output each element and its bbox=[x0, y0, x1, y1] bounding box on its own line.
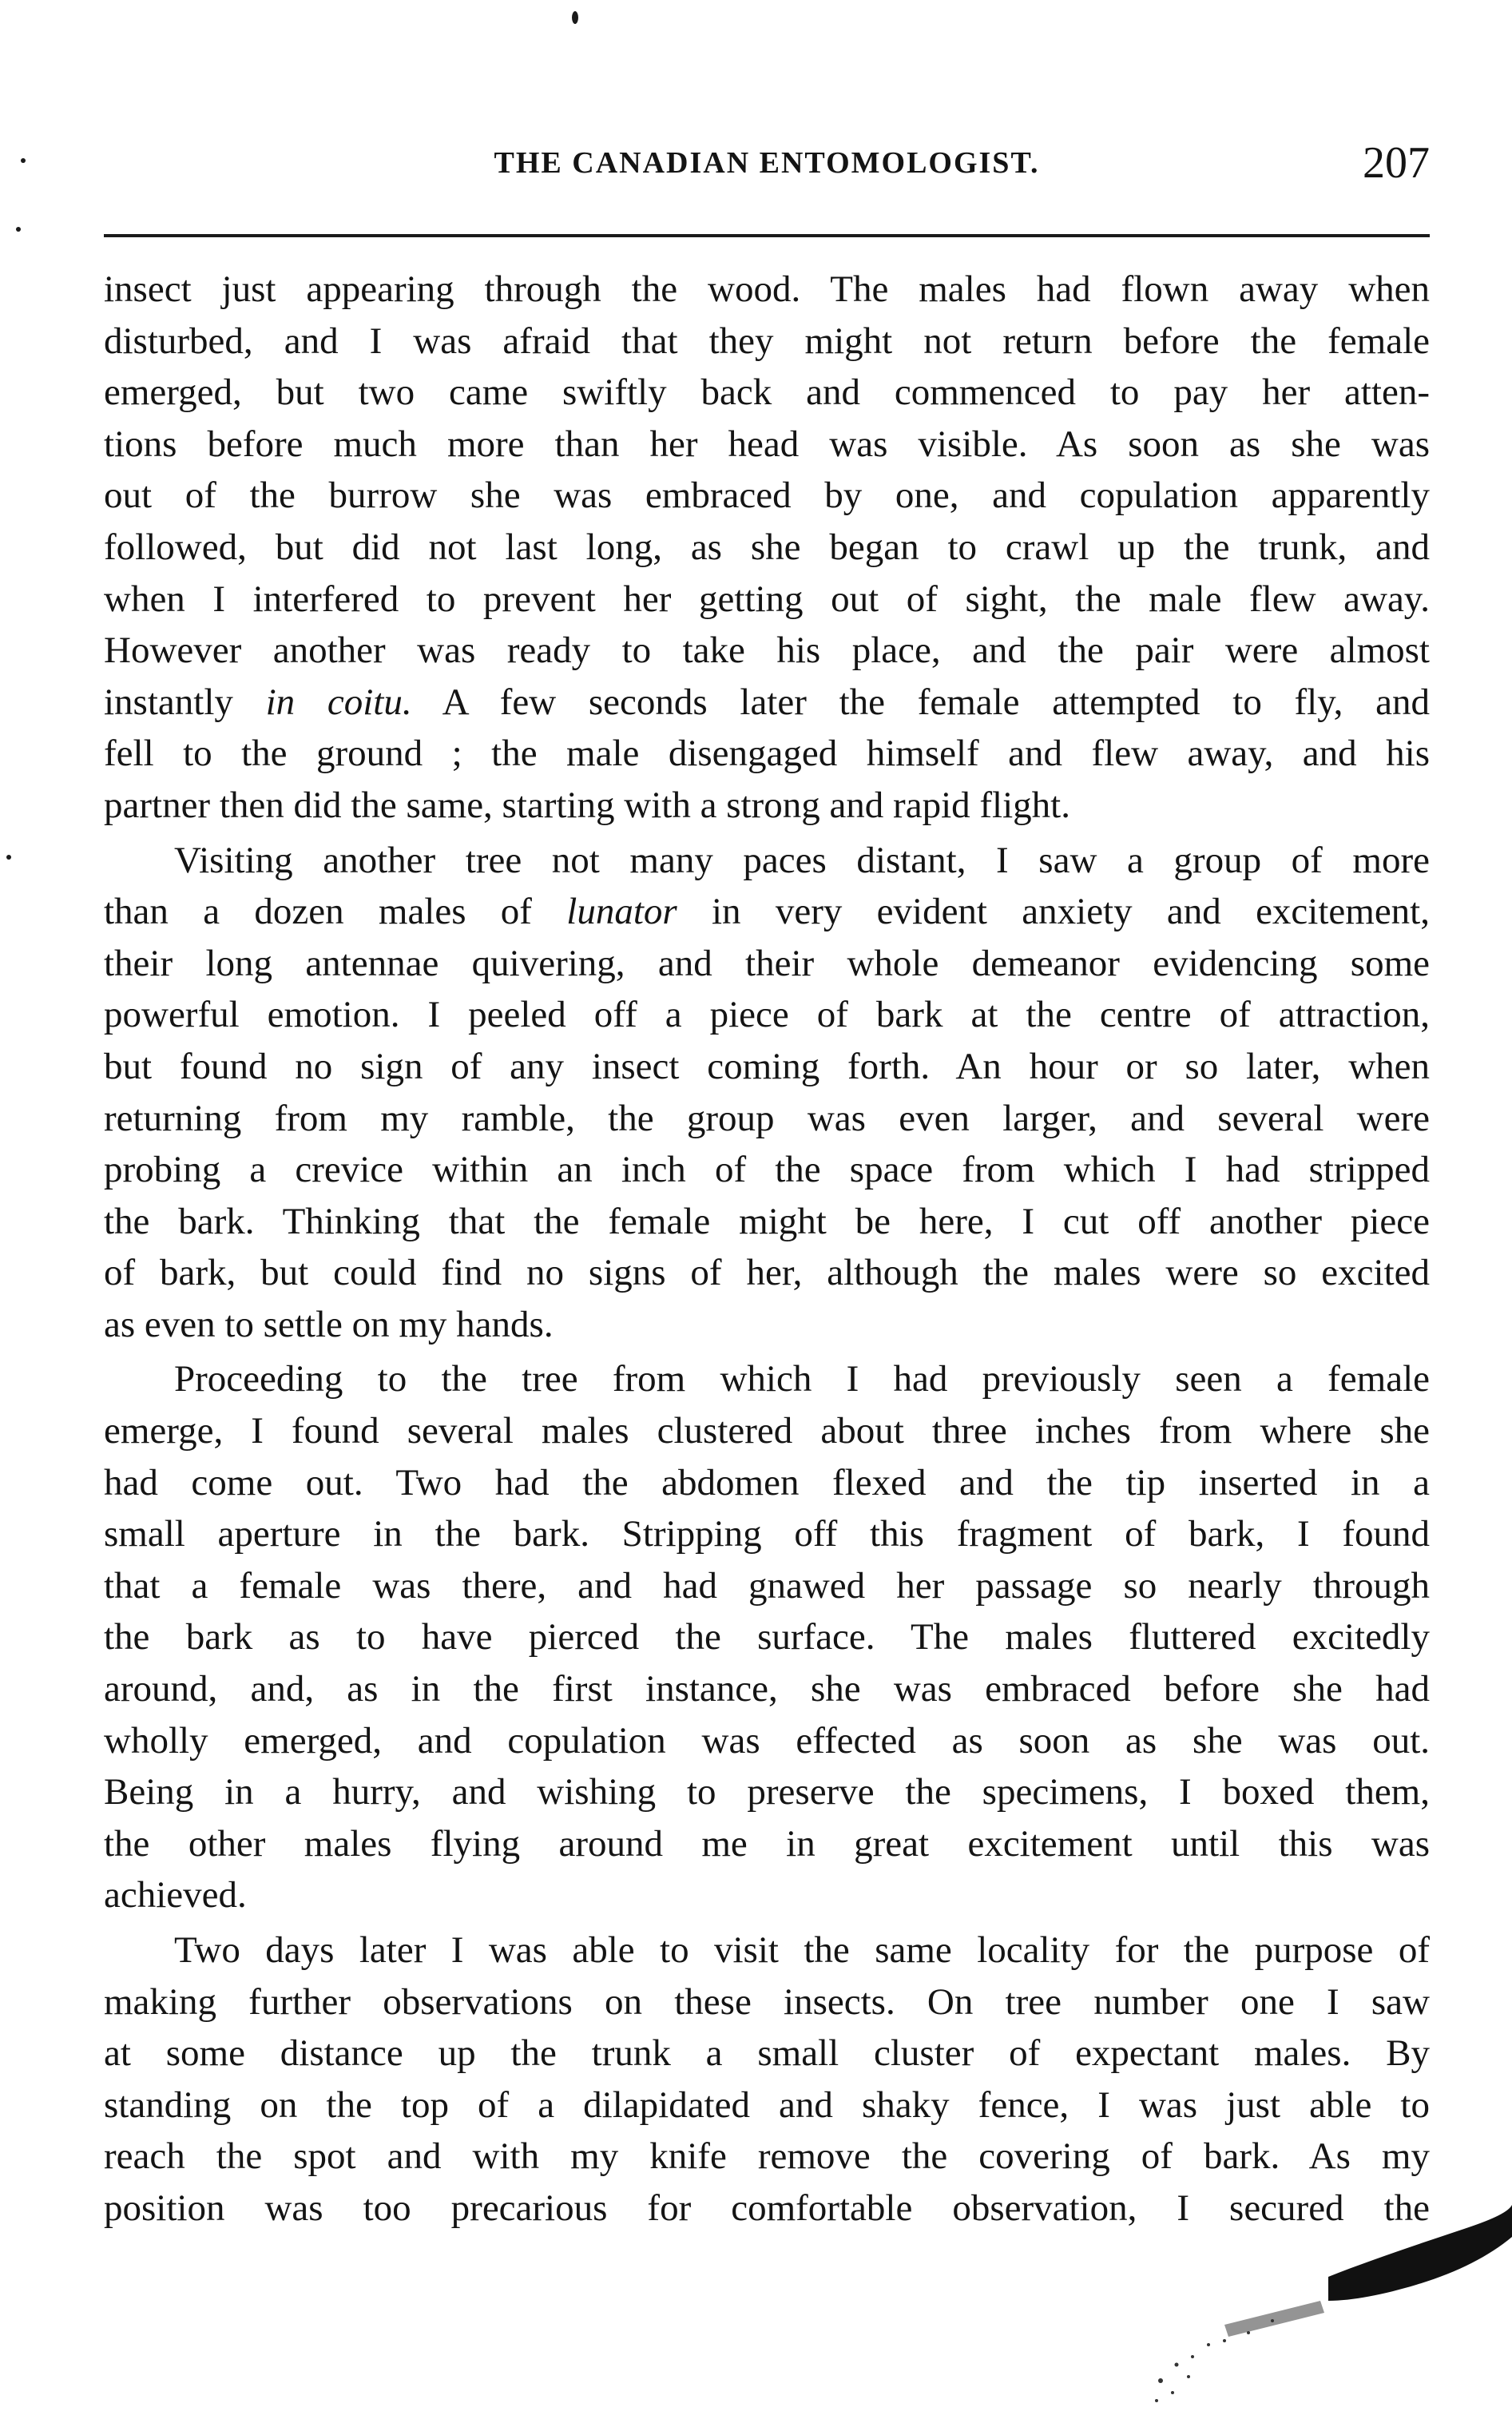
text-line: standing on the top of a dilapidated and shaky fence, I was just able to bbox=[104, 2083, 1430, 2126]
text-line: when I interfered to prevent her getting out of sight, the male flew away. bbox=[104, 578, 1430, 620]
text-line: reach the spot and with my knife remove the covering of bark. As my bbox=[104, 2135, 1430, 2178]
text-line: the other males flying around me in great excitement until this was bbox=[104, 1822, 1430, 1865]
text-line: Proceeding to the tree from which I had previously seen a female bbox=[174, 1358, 1430, 1400]
header-rule bbox=[104, 234, 1430, 237]
ink-smudge bbox=[1113, 2181, 1512, 2421]
text-line: position was too precarious for comfortable observation, I secured the bbox=[104, 2187, 1430, 2229]
scan-speck bbox=[572, 11, 578, 24]
text-line: the bark as to have pierced the surface. The males fluttered excitedly bbox=[104, 1616, 1430, 1658]
body-text bbox=[104, 264, 1430, 2234]
text-line: than a dozen males of lunator in very evident anxiety and excitement, bbox=[104, 891, 1430, 933]
scan-speck bbox=[21, 158, 26, 163]
text-line: followed, but did not last long, as she began to crawl up the trunk, and bbox=[104, 526, 1430, 568]
text-line: their long antennae quivering, and their whole demeanor evidencing some bbox=[104, 942, 1430, 984]
text-line: insect just appearing through the wood. The males had flown away when bbox=[104, 268, 1430, 310]
paragraph bbox=[104, 835, 1430, 1351]
text-line: Visiting another tree not many paces distant, I saw a group of more bbox=[174, 839, 1430, 881]
text-line: but found no sign of any insect coming forth. An hour or so later, when bbox=[104, 1045, 1430, 1087]
text-line: at some distance up the trunk a small cluster of expectant males. By bbox=[104, 2032, 1430, 2075]
text-line: probing a crevice within an inch of the space from which I had stripped bbox=[104, 1149, 1430, 1191]
text-line: emerge, I found several males clustered about three inches from where she bbox=[104, 1410, 1430, 1452]
text-line: disturbed, and I was afraid that they might not return before the female bbox=[104, 320, 1430, 362]
text-line: instantly in coitu. A few seconds later the female attempted to fly, and bbox=[104, 681, 1430, 723]
running-title: THE CANADIAN ENTOMOLOGIST. bbox=[494, 146, 1040, 180]
page-header bbox=[104, 137, 1430, 193]
italic-term: in coitu. bbox=[265, 681, 412, 723]
page-number: 207 bbox=[1363, 138, 1430, 188]
text-line: around, and, as in the first instance, she was embraced before she had bbox=[104, 1668, 1430, 1710]
text-line: small aperture in the bark. Stripping off this fragment of bark, I found bbox=[104, 1513, 1430, 1555]
paragraph bbox=[104, 264, 1430, 832]
text-line: powerful emotion. I peeled off a piece of bark at the centre of attraction, bbox=[104, 994, 1430, 1036]
italic-term: lunator bbox=[566, 891, 677, 933]
text-line: of bark, but could find no signs of her, although the males were so excited bbox=[104, 1252, 1430, 1294]
text-line: achieved. bbox=[104, 1874, 247, 1917]
text-line: the bark. Thinking that the female might be here, I cut off another piece bbox=[104, 1200, 1430, 1242]
text-line: Two days later I was able to visit the same locality for the purpose of bbox=[174, 1929, 1430, 1971]
text-line: that a female was there, and had gnawed her passage so nearly through bbox=[104, 1564, 1430, 1607]
text-line: out of the burrow she was embraced by one, and copulation apparently bbox=[104, 475, 1430, 517]
text-line: returning from my ramble, the group was even larger, and several were bbox=[104, 1097, 1430, 1139]
text-line: as even to settle on my hands. bbox=[104, 1303, 554, 1345]
text-line: partner then did the same, starting with a strong and rapid flight. bbox=[104, 784, 1070, 826]
text-line: tions before much more than her head was visible. As soon as she was bbox=[104, 423, 1430, 465]
text-line: wholly emerged, and copulation was effected as soon as she was out. bbox=[104, 1719, 1430, 1762]
text-line: Being in a hurry, and wishing to preserve the specimens, I boxed them, bbox=[104, 1771, 1430, 1813]
text-line: fell to the ground ; the male disengaged himself and flew away, and his bbox=[104, 733, 1430, 775]
text-line: had come out. Two had the abdomen flexed and the tip inserted in a bbox=[104, 1461, 1430, 1503]
paragraph bbox=[104, 1353, 1430, 1921]
text-line: emerged, but two came swiftly back and commenced to pay her atten- bbox=[104, 371, 1430, 414]
text-line: However another was ready to take his place, and the pair were almost bbox=[104, 630, 1430, 672]
text-line: making further observations on these insects. On tree number one I saw bbox=[104, 1980, 1430, 2023]
scan-speck bbox=[16, 227, 21, 232]
scan-speck bbox=[6, 855, 11, 860]
